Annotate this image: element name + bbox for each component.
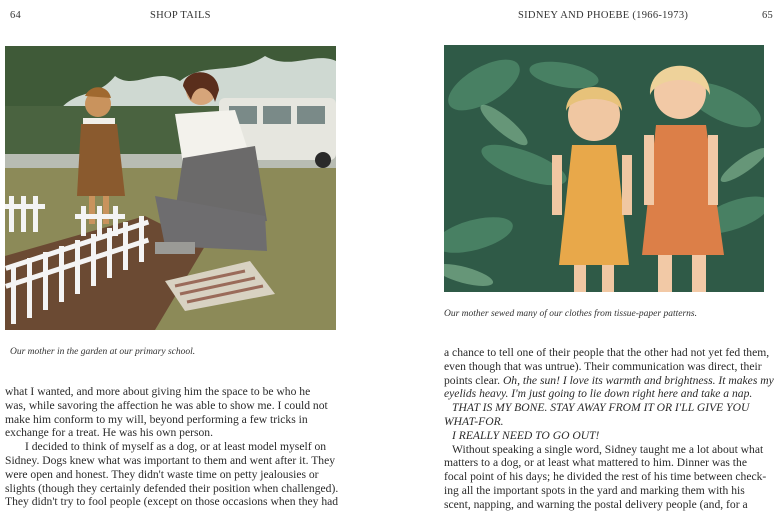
text-line: make him conform to my will, beyond performing a few tricks in — [5, 412, 308, 426]
dog-shout: I REALLY NEED TO GO OUT! — [452, 428, 600, 442]
text-fragment: points clear. — [444, 373, 501, 387]
text-line: I decided to think of myself as a dog, or at least model myself on — [25, 440, 327, 454]
text-line: ing all the important spots in the yard and marking them with his — [444, 483, 745, 497]
right-page — [390, 0, 780, 513]
text-line: scent, napping, and warning the postal delivery people (and, for a — [444, 497, 748, 511]
text-line: a chance to tell one of their people that the other had not yet fed them, — [444, 346, 770, 359]
garden-photo — [5, 46, 336, 330]
text-line: what I wanted, and more about giving him the space to be who he — [5, 385, 311, 398]
text-line — [444, 374, 776, 388]
page-number-right: 65 — [762, 10, 774, 21]
body-text-right — [444, 346, 776, 512]
photo-caption-right: Our mother sewed many of our clothes from tissue-paper patterns. — [444, 309, 697, 319]
running-head-left: SHOP TAILS — [150, 10, 211, 21]
text-line: Without speaking a single word, Sidney taught me a lot about what — [452, 442, 764, 456]
dog-thought: Oh, the sun! I love its warmth and brightness. It makes my — [502, 373, 774, 387]
text-line: focal point of his days; he divided the rest of his time between check- — [444, 470, 767, 484]
text-line: exchange for a treat. He was his own person. — [5, 426, 213, 440]
dog-thought: eyelids heavy. I'm just going to lie down right here and take a nap. — [444, 387, 753, 401]
text-line: were open and honest. They didn't waste time on petty jealousies or — [5, 467, 319, 481]
text-line: slights (though they certainly defended their position when challenged). — [5, 481, 339, 495]
body-text-left — [5, 385, 337, 509]
text-line: even though that was untrue). Their communication was direct, their — [444, 359, 762, 373]
text-line: Sidney. Dogs knew what was important to them and went after it. They — [5, 453, 336, 467]
girls-photo-image — [444, 45, 764, 292]
text-line: was, while savoring the affection he was able to show me. I could not — [5, 398, 328, 412]
dog-shout: WHAT-FOR. — [444, 414, 504, 428]
girls-photo — [444, 45, 764, 292]
garden-photo-image — [5, 46, 336, 330]
photo-caption-left: Our mother in the garden at our primary school. — [10, 347, 196, 357]
running-head-right: SIDNEY AND PHOEBE (1966-1973) — [518, 10, 689, 21]
page-number-left: 64 — [10, 10, 22, 21]
text-line: They didn't try to fool people (except on those occasions when they had — [5, 495, 339, 509]
text-line: matters to a dog, or at least what mattered to him. Dinner was the — [444, 456, 747, 470]
dog-shout: THAT IS MY BONE. STAY AWAY FROM IT OR I'LL GIVE YOU — [452, 401, 750, 415]
